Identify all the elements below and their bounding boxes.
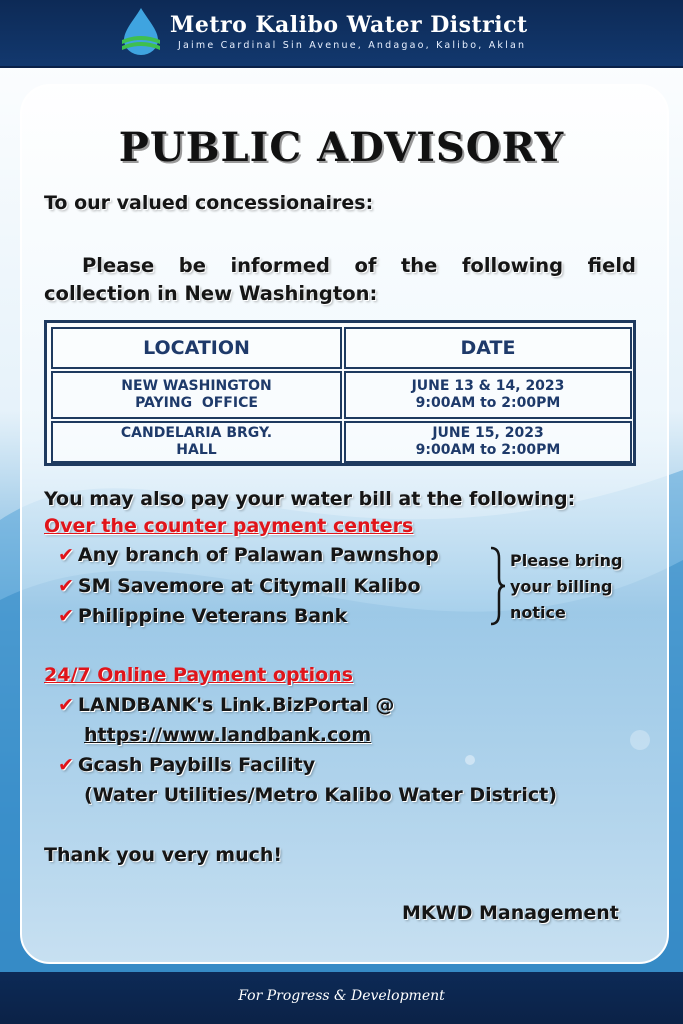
payment-heading: You may also pay your water bill at the following: xyxy=(44,488,576,510)
location-line: HALL xyxy=(176,442,217,458)
list-item-text: Philippine Veterans Bank xyxy=(77,605,348,627)
water-drop-logo-icon xyxy=(118,6,164,56)
list-item-text: LANDBANK's Link.BizPortal @ xyxy=(77,694,395,716)
check-icon: ✔ xyxy=(58,754,74,776)
otc-title: Over the counter payment centers xyxy=(44,515,414,537)
table-header-date: DATE xyxy=(344,327,632,369)
note-line: notice xyxy=(510,603,566,622)
table-row-date xyxy=(344,371,632,419)
table-row-date xyxy=(344,421,632,463)
billing-note xyxy=(510,548,622,626)
list-item-text: Any branch of Palawan Pawnshop xyxy=(77,544,439,566)
time-line: 9:00AM to 2:00PM xyxy=(415,442,561,458)
list-item xyxy=(58,544,439,566)
location-line: PAYING OFFICE xyxy=(135,395,258,411)
date-line: JUNE 15, 2023 xyxy=(432,425,544,441)
list-item xyxy=(58,754,315,776)
org-name: Metro Kalibo Water District xyxy=(170,12,528,38)
check-icon: ✔ xyxy=(58,605,74,627)
online-title: 24/7 Online Payment options xyxy=(44,664,354,686)
footer-tagline: For Progress & Development xyxy=(238,988,445,1004)
org-address: Jaime Cardinal Sin Avenue, Andagao, Kalibo, Aklan xyxy=(178,40,527,51)
schedule-table xyxy=(44,320,636,466)
list-item xyxy=(58,605,347,627)
list-item-text: Gcash Paybills Facility xyxy=(77,754,316,776)
thanks-text: Thank you very much! xyxy=(44,844,283,866)
check-icon: ✔ xyxy=(58,575,74,597)
note-line: Please bring xyxy=(510,551,623,570)
location-line: CANDELARIA BRGY. xyxy=(120,425,273,441)
check-icon: ✔ xyxy=(58,694,74,716)
table-header-location: LOCATION xyxy=(51,327,342,369)
note-line: your billing xyxy=(510,577,613,596)
signature: MKWD Management xyxy=(402,902,619,924)
table-row-location xyxy=(51,421,342,463)
greeting: To our valued concessionaires: xyxy=(44,192,374,214)
time-line: 9:00AM to 2:00PM xyxy=(415,395,561,411)
right-brace-icon xyxy=(489,546,505,626)
intro-text: Please be informed of the following field collection in New Washington: xyxy=(44,254,636,305)
table-row-location xyxy=(51,371,342,419)
advisory-title: PUBLIC ADVISORY xyxy=(118,124,565,171)
location-line: NEW WASHINGTON xyxy=(121,378,272,394)
date-line: JUNE 13 & 14, 2023 xyxy=(411,378,565,394)
list-item xyxy=(58,694,394,716)
list-item xyxy=(58,575,421,597)
intro-paragraph xyxy=(44,252,636,308)
landbank-link[interactable]: https://www.landbank.com xyxy=(84,724,372,746)
list-item-text: SM Savemore at Citymall Kalibo xyxy=(77,575,421,597)
gcash-detail: (Water Utilities/Metro Kalibo Water District) xyxy=(84,784,557,806)
check-icon: ✔ xyxy=(58,544,74,566)
